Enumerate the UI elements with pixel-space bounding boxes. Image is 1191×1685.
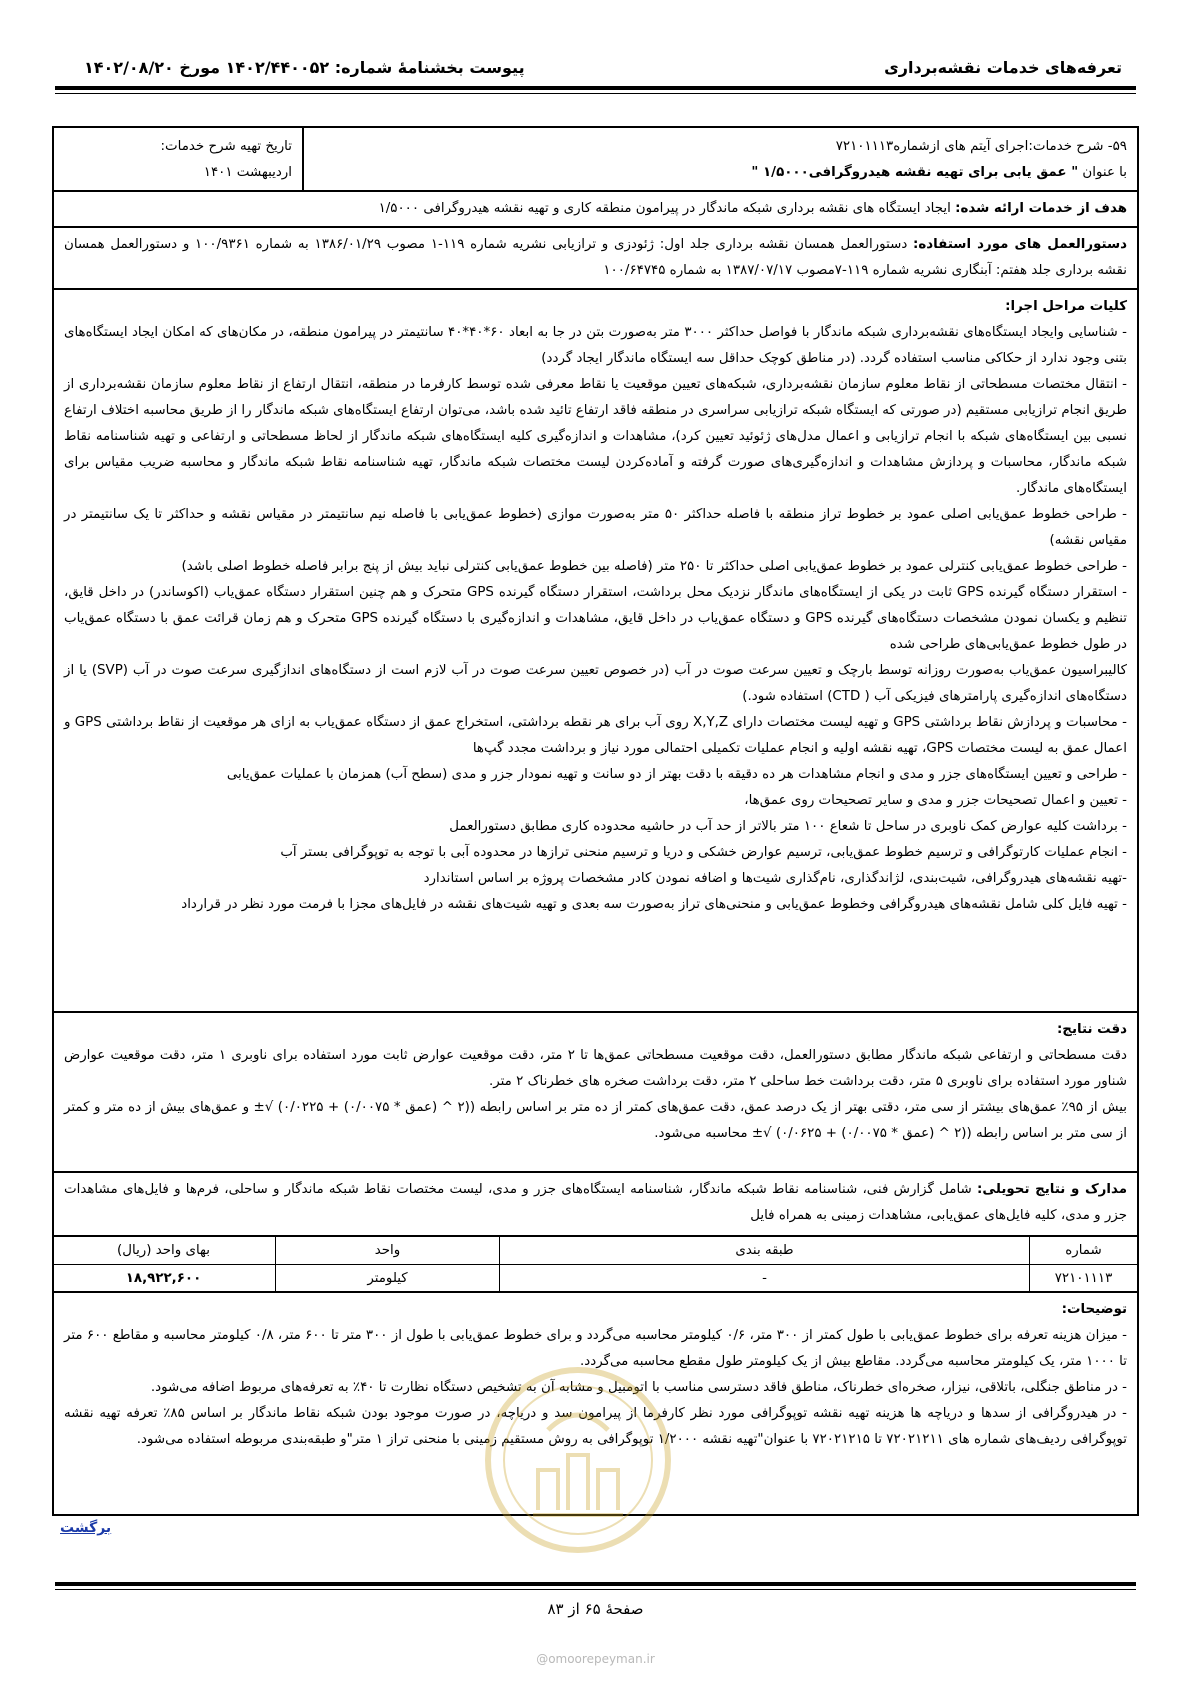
accuracy-paragraph: بیش از ۹۵٪ عمق‌های بیشتر از سی متر، دقتی بهتر از یک درصد عمق، دقت عمق‌های کمتر از ده متر بر اساس رابطه ((۲ ^ (عمق * ۰/۰۰۷۵) + ۰/۰۲۲۵) √± و عمق‌های بیش از ده متر و کمتر از سی متر بر اساس رابطه ((۲ ^ (عمق * ۰/۰۰۷۵) + ۰/۰۶۲۵) √± محاسبه می‌شود. bbox=[64, 1100, 1127, 1141]
price-table bbox=[54, 1237, 1137, 1293]
cell-classification: - bbox=[499, 1265, 1029, 1293]
service-date-cell bbox=[54, 128, 304, 190]
step-item: - محاسبات و پردازش نقاط برداشتی GPS و تهیه لیست مختصات دارای X,Y,Z روی آب برای هر نقطه برداشتی، استخراج عمق از دستگاه عمق‌یاب به ازای هر موقعیت از نقاط برداشتی GPS و اعمال عمق به لیست مختصات GPS، تهیه نقشه اولیه و انجام عملیات تکمیلی احتمالی مورد نیاز و برداشت مجدد گپ‌ها bbox=[64, 715, 1127, 756]
step-item: - طراحی و تعیین ایستگاه‌های جزر و مدی و انجام مشاهدات هر ده دقیقه با دقت بهتر از دو سانت و تهیه نمودار جزر و مدی (سطح آب) همزمان با عملیات عمق‌یابی bbox=[226, 767, 1127, 782]
footer-rule-thin bbox=[55, 1589, 1136, 1590]
page-number: صفحهٔ ۶۵ از ۸۳ bbox=[547, 1600, 644, 1618]
notes-heading: توضیحات: bbox=[1061, 1302, 1127, 1317]
service-description bbox=[300, 128, 1137, 190]
circular-reference: پیوست بخشنامهٔ شماره: ۱۴۰۲/۴۴۰۰۵۲ مورخ ۱۴۰۲/۰۸/۲۰ bbox=[84, 58, 525, 77]
deliverables-row bbox=[54, 1173, 1137, 1237]
accuracy-heading: دقت نتایج: bbox=[1056, 1022, 1127, 1037]
accuracy-paragraph: دقت مسطحاتی و ارتفاعی شبکه ماندگار مطابق دستورالعمل، دقت موقعیت مسطحاتی عمق‌ها تا ۲ متر، دقت موقعیت عوارض ثابت مورد استفاده برای ناوبری ۱ متر، دقت موقعیت عوارض شناور مورد استفاده برای ناوبری ۵ متر، دقت برداشت خط ساحلی ۲ متر، دقت برداشت صخره های خطرناک ۲ متر. bbox=[64, 1048, 1127, 1089]
note-item: - میزان هزینه تعرفه برای خطوط عمق‌یابی با طول کمتر از ۳۰۰ متر، ۰/۶ کیلومتر محاسبه می‌گردد و برای خطوط عمق‌یابی با طول از ۳۰۰ متر تا ۶۰۰ متر، ۰/۸ کیلومتر محاسبه و مقاطع ۶۰۰ متر تا ۱۰۰۰ متر، یک کیلومتر محاسبه می‌گردد. مقاطع بیش از یک کیلومتر طول مقطع محاسبه می‌گردد. bbox=[64, 1328, 1128, 1369]
goal-text: ایجاد ایستگاه های نقشه برداری شبکه ماندگار در پیرامون منطقه کاری و تهیه نقشه هیدروگرافی ۱/۵۰۰۰ bbox=[378, 201, 956, 216]
cell-number: ۷۲۱۰۱۱۱۳ bbox=[1029, 1265, 1137, 1293]
step-item: -تهیه نقشه‌های هیدروگرافی، شیت‌بندی، لژاندگذاری، نام‌گذاری شیت‌ها و اضافه نمودن کادر مشخصات پروژه بر اساس استاندارد bbox=[423, 871, 1127, 886]
header-unit: واحد bbox=[275, 1237, 499, 1264]
service-date-value: اردیبهشت ۱۴۰۱ bbox=[203, 165, 292, 180]
service-sheet bbox=[52, 126, 1139, 1516]
header-rule-thick bbox=[55, 86, 1136, 90]
service-title-row bbox=[54, 128, 1137, 192]
header-classification: طبقه بندی bbox=[499, 1237, 1029, 1264]
service-title-line: با عنوان " عمق یابی برای تهیه نقشه هیدروگرافی۱/۵۰۰۰ " bbox=[751, 165, 1127, 180]
step-item: - تعیین و اعمال تصحیحات جزر و مدی و سایر تصحیحات روی عمق‌ها، bbox=[744, 793, 1127, 808]
price-table-header bbox=[54, 1237, 1137, 1265]
goal-label: هدف از خدمات ارائه شده: bbox=[955, 201, 1127, 216]
note-item: - در هیدروگرافی از سدها و دریاچه ها هزینه تهیه نقشه توپوگرافی مورد نظر کارفرما از پیرامون سد و دریاچه، در صورت موجود بودن شبکه نقاط ماندگار بر اساس ۸۵٪ تعرفه تهیه نقشه توپوگرافی ردیف‌های شماره های ۷۲۰۲۱۲۱۱ تا ۷۲۰۲۱۲۱۵ با عنوان"تهیه نقشه ۱/۲۰۰۰ توپوگرافی به روش مستقیم زمینی با منحنی تراز ۱ متر"و طبقه‌بندی مربوطه استفاده می‌شود. bbox=[64, 1406, 1127, 1447]
page-header bbox=[60, 58, 1130, 88]
accuracy-section bbox=[54, 1013, 1137, 1173]
deliverables-text: شامل گزارش فنی، شناسنامه نقاط شبکه ماندگار، شناسنامه ایستگاه‌های جزر و مدی، لیست مختصات نقاط شبکه ماندگار و ساحلی، فرم‌ها و فایل‌های مشاهدات جزر و مدی، کلیه فایل‌های عمق‌یابی، مشاهدات زمینی به همراه فایل bbox=[64, 1182, 1127, 1223]
seal-watermark-icon bbox=[478, 1360, 678, 1560]
deliverables-label: مدارک و نتایج تحویلی: bbox=[977, 1182, 1127, 1197]
website-watermark: @omoorepeyman.ir bbox=[536, 1652, 655, 1666]
back-link[interactable]: برگشت bbox=[60, 1520, 112, 1536]
cell-price: ۱۸,۹۲۲,۶۰۰ bbox=[125, 1271, 202, 1286]
steps-section bbox=[54, 290, 1137, 1013]
footer-rule-thick bbox=[55, 1582, 1136, 1586]
header-number: شماره bbox=[1029, 1237, 1137, 1264]
service-title: " عمق یابی برای تهیه نقشه هیدروگرافی۱/۵۰۰۰ " bbox=[751, 165, 1079, 180]
note-item: - در مناطق جنگلی، باتلاقی، نیزار، صخره‌ای خطرناک، مناطق فاقد دسترسی مناسب با اتومبیل و مشابه آن به تشخیص دستگاه نظارت تا ۴۰٪ به تعرفه‌های مربوط اضافه می‌شود. bbox=[150, 1380, 1127, 1395]
standards-text: دستورالعمل همسان نقشه برداری جلد اول: ژئودزی و ترازیابی نشریه شماره ۱۱۹-۱ مصوب ۱۳۸۶/۰۱/۲۹ به شماره ۱۰۰/۹۳۶۱ و دستورالعمل همسان نقشه برداری جلد هفتم: آبنگاری نشریه شماره ۱۱۹-۷مصوب ۱۳۸۷/۰۷/۱۷ به شماره ۱۰۰/۶۴۷۴۵ bbox=[64, 237, 1127, 278]
standards-label: دستورالعمل های مورد استفاده: bbox=[913, 237, 1127, 252]
standards-row bbox=[54, 228, 1137, 290]
service-item-line: ۵۹- شرح خدمات:اجرای آیتم های ازشماره۷۲۱۰۱۱۱۳ bbox=[835, 139, 1127, 154]
step-item: - تهیه فایل کلی شامل نقشه‌های هیدروگرافی وخطوط عمق‌یابی و منحنی‌های تراز به‌صورت سه بعدی و تهیه شیت‌های نقشه در فایل‌های مجزا با فرمت مورد نظر در قرارداد bbox=[181, 897, 1127, 912]
header-price: بهای واحد (ریال) bbox=[117, 1243, 210, 1258]
step-item: - استقرار دستگاه گیرنده GPS ثابت در یکی از ایستگاه‌های ماندگار نزدیک محل برداشت، استقرار دستگاه گیرنده GPS متحرک و هم چنین استقرار دستگاه عمق‌یاب (اکوساندر) در داخل قایق، تنظیم و یکسان نمودن مشخصات دستگاه‌های گیرنده GPS و دستگاه عمق‌یاب در داخل قایق، مشاهدات و اندازه‌گیری با دستگاه گیرنده GPS متحرک و هم زمان قرائت عمق با دستگاه عمق‌یاب در طول خطوط عمق‌یابی‌های طراحی شده bbox=[64, 585, 1127, 652]
header-rule-thin bbox=[55, 93, 1136, 94]
steps-heading: کلیات مراحل اجرا: bbox=[1005, 299, 1127, 314]
step-item: - طراحی خطوط عمق‌یابی کنترلی عمود بر خطوط عمق‌یابی اصلی حداکثر تا ۲۵۰ متر (فاصله بین خطوط عمق‌یابی کنترلی نباید بیش از پنج برابر فاصله خطوط اصلی باشد) bbox=[181, 559, 1127, 574]
step-item: - انجام عملیات کارتوگرافی و ترسیم خطوط عمق‌یابی، ترسیم عوارض خشکی و دریا و ترسیم منحنی ترازها در محدوده آبی با توجه به توپوگرافی بستر آب bbox=[280, 845, 1127, 860]
goal-row bbox=[54, 192, 1137, 228]
table-row bbox=[54, 1265, 1137, 1293]
step-item: - انتقال مختصات مسطحاتی از نقاط معلوم سازمان نقشه‌برداری، شبکه‌های تعیین موقعیت یا نقاط معرفی شده توسط کارفرما در منطقه، انتقال ارتفاع از نقاط معلوم سازمان نقشه‌برداری از طریق انجام ترازیابی مستقیم (در صورتی که ایستگاه شبکه ترازیابی سراسری در منطقه فاقد ارتفاع تائید شده باشد، می‌توان ارتفاع ایستگاه‌های شبکه ماندگار را از طریق محاسبه اختلاف ارتفاع نسبی بین ایستگاه‌های شبکه با انجام ترازیابی و اعمال مدل‌های ژئوئید تعیین کرد)، مشاهدات و اندازه‌گیری کلیه ایستگاه‌های شبکه ماندگار از لحاظ مسطحاتی و ارتفاعی و تهیه شناسنامه نقاط شبکه ماندگار، محاسبات و پردازش مشاهدات و اندازه‌گیری‌های صورت گرفته و آماده‌کردن لیست مختصات شبکه ماندگار، تهیه شناسنامه نقاط شبکه ماندگار و محاسبه ضریب مقیاس برای ایستگاه‌های ماندگار. bbox=[64, 377, 1127, 496]
step-item: کالیبراسیون عمق‌یاب به‌صورت روزانه توسط بارچک و تعیین سرعت صوت در آب (در خصوص تعیین سرعت صوت در آب لازم است از دستگاه‌های اندازگیری سرعت صوت در آب (SVP) یا از دستگاه‌های اندازه‌گیری پارامترهای فیزیکی آب ( CTD) استفاده شود.) bbox=[64, 663, 1127, 704]
step-item: - برداشت کلیه عوارض کمک ناوبری در ساحل تا شعاع ۱۰۰ متر بالاتر از حد آب در حاشیه محدوده کاری مطابق دستورالعمل bbox=[449, 819, 1127, 834]
document-title: تعرفه‌های خدمات نقشه‌برداری bbox=[884, 58, 1122, 77]
service-date-label: تاریخ تهیه شرح خدمات: bbox=[160, 139, 292, 154]
cell-unit: کیلومتر bbox=[275, 1265, 499, 1293]
step-item: - شناسایی وایجاد ایستگاه‌های نقشه‌برداری شبکه ماندگار با فواصل حداکثر ۳۰۰۰ متر به‌صورت بتن در جا به ابعاد ۶۰*۴۰*۴۰ سانتیمتر در پیرامون منطقه، در مکان‌های که امکان ایجاد ایستگاه‌های بتنی وجود ندارد از حکاکی مناسب استفاده گردد. (در مناطق کوچک حداقل سه ایستگاه ماندگار ایجاد گردد) bbox=[64, 325, 1127, 366]
step-item: - طراحی خطوط عمق‌یابی اصلی عمود بر خطوط تراز منطقه با فاصله حداکثر ۵۰ متر به‌صورت موازی (خطوط عمق‌یابی با فاصله نیم سانتیمتر در مقیاس نقشه و حداکثر تا یک سانتیمتر در مقیاس نقشه) bbox=[64, 507, 1127, 548]
